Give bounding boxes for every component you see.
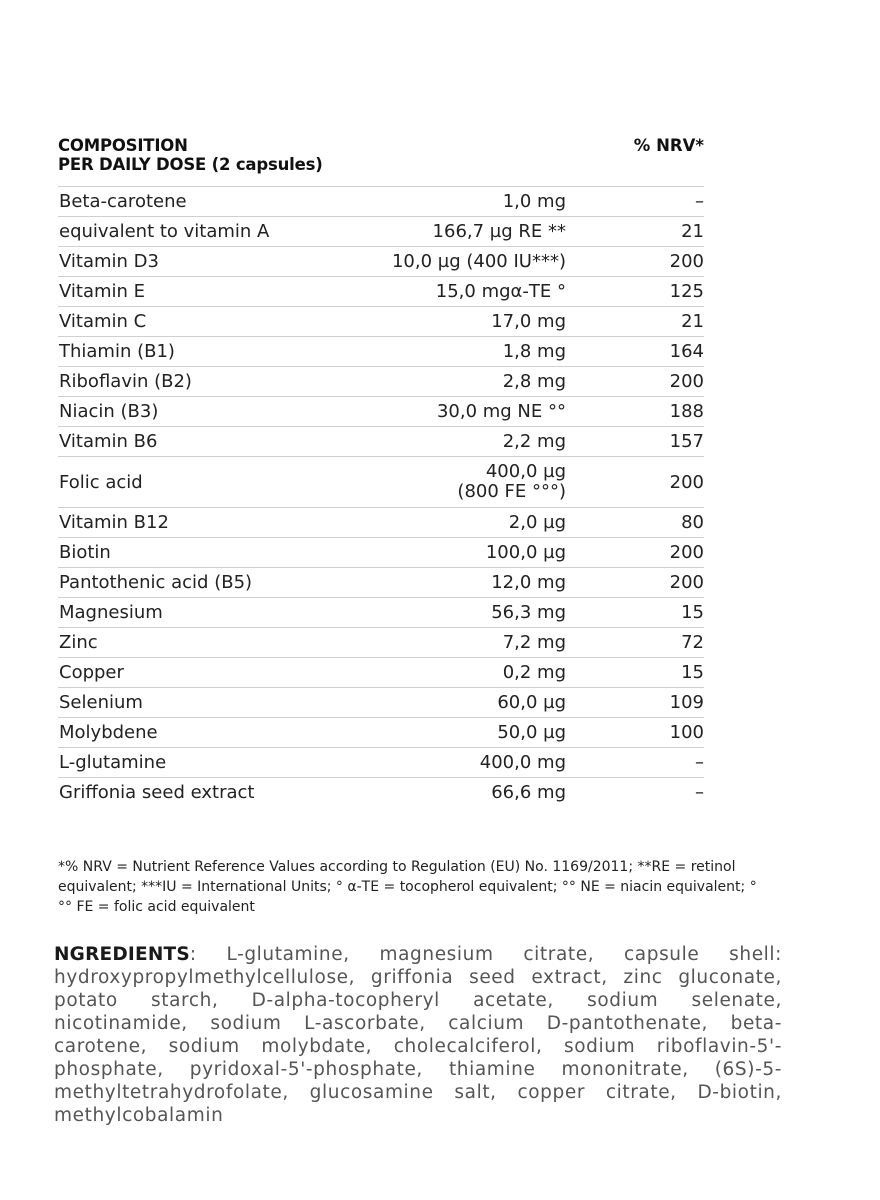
nutrient-name: Vitamin D3 <box>59 251 159 272</box>
table-row <box>58 457 704 508</box>
nutrient-amount: 100,0 µg <box>485 541 566 563</box>
nutrient-name: Selenium <box>59 692 143 713</box>
table-row <box>58 217 704 247</box>
table-row <box>58 778 704 807</box>
nutrient-name: Beta-carotene <box>59 191 187 212</box>
nutrient-nrv: – <box>695 782 704 803</box>
title-line-1: COMPOSITION <box>58 136 188 155</box>
title-line-2: PER DAILY DOSE (2 capsules) <box>58 155 323 174</box>
table-row <box>58 247 704 277</box>
nutrient-nrv: – <box>695 752 704 773</box>
table-row <box>58 628 704 658</box>
nutrient-name: L-glutamine <box>59 752 167 773</box>
nutrient-amount: 12,0 mg <box>491 571 566 593</box>
table-row <box>58 568 704 598</box>
nutrient-amount: 166,7 µg RE ** <box>432 220 566 242</box>
table-row <box>58 688 704 718</box>
nutrient-amount: 30,0 mg NE °° <box>436 400 566 422</box>
nutrient-nrv: 200 <box>669 371 704 392</box>
table-row <box>58 718 704 748</box>
nutrient-amount: 56,3 mg <box>491 601 566 623</box>
table-row <box>58 367 704 397</box>
nutrient-name: Biotin <box>59 542 111 563</box>
table-row <box>58 397 704 427</box>
nutrient-amount: 15,0 mgα-TE ° <box>435 280 566 302</box>
nutrient-amount: 1,0 mg <box>502 190 566 212</box>
nutrient-nrv: 200 <box>669 542 704 563</box>
nutrient-amount: 0,2 mg <box>502 661 566 683</box>
composition-table <box>58 136 704 807</box>
ingredients-label: NGREDIENTS <box>54 944 190 965</box>
nutrient-nrv: 188 <box>669 401 704 422</box>
nutrient-nrv: 80 <box>681 512 704 533</box>
nutrient-nrv: 72 <box>681 632 704 653</box>
nutrient-amount: 2,8 mg <box>502 370 566 392</box>
nutrient-amount-line-1: 400,0 µg <box>485 461 566 482</box>
table-header <box>58 136 704 187</box>
nutrient-name: equivalent to vitamin A <box>59 221 270 242</box>
table-row <box>58 427 704 457</box>
table-row <box>58 748 704 778</box>
nutrient-amount: 66,6 mg <box>491 781 566 803</box>
nutrient-amount: 10,0 µg (400 IU***) <box>391 250 566 272</box>
table-row <box>58 538 704 568</box>
nutrient-nrv: 21 <box>681 311 704 332</box>
nutrient-amount: 2,2 mg <box>502 430 566 452</box>
nutrient-amount: 1,8 mg <box>502 340 566 362</box>
nutrient-nrv: 200 <box>669 251 704 272</box>
nutrient-name: Vitamin E <box>59 281 146 302</box>
nutrient-name: Thiamin (B1) <box>59 341 175 362</box>
table-row <box>58 187 704 217</box>
ingredients-paragraph <box>54 943 782 1127</box>
table-row <box>58 508 704 538</box>
nutrient-nrv: 15 <box>681 602 704 623</box>
table-row <box>58 337 704 367</box>
nutrient-name: Vitamin B6 <box>59 431 158 452</box>
nutrient-amount-line-2: (800 FE °°°) <box>457 481 566 502</box>
nutrient-name: Molybdene <box>59 722 158 743</box>
nutrient-name: Copper <box>59 662 124 683</box>
nutrient-name: Vitamin C <box>59 311 147 332</box>
nutrient-amount: 400,0 mg <box>479 751 566 773</box>
nutrient-name: Niacin (B3) <box>59 401 159 422</box>
table-title <box>58 136 323 174</box>
nutrient-nrv: 164 <box>669 341 704 362</box>
table-row <box>58 658 704 688</box>
nutrient-nrv: – <box>695 191 704 212</box>
nutrient-nrv: 15 <box>681 662 704 683</box>
nrv-footnote: *% NRV = Nutrient Reference Values according to Regulation (EU) No. 1169/2011; **RE = retinol equivalent; ***IU = International Units; ° α-TE = tocopherol equivalent; °° NE = niacin equivalent; °°° FE = folic acid equivalent <box>58 859 757 915</box>
nutrient-name: Folic acid <box>59 471 143 493</box>
ingredients-text: : L-glutamine, magnesium citrate, capsule shell: hydroxypropylmethylcellulose, griffonia seed extract, zinc gluconate, potato starch, D-alpha-tocopheryl acetate, sodium selenate, nicotinamide, sodium L-ascorbate, calcium D-pantothenate, beta-carotene, sodium molybdate, cholecalciferol, sodium riboflavin-5'-phosphate, pyridoxal-5'-phosphate, thiamine mononitrate, (6S)-5-methyltetrahydrofolate, glucosamine salt, copper citrate, D-biotin, methylcobalamin <box>54 944 782 1126</box>
nutrient-nrv: 100 <box>669 722 704 743</box>
table-row <box>58 277 704 307</box>
nutrient-name: Riboflavin (B2) <box>59 371 192 392</box>
nutrient-amount <box>389 462 566 502</box>
nutrient-name: Vitamin B12 <box>59 512 169 533</box>
nutrient-nrv: 200 <box>669 572 704 593</box>
nutrient-nrv: 157 <box>669 431 704 452</box>
nutrient-amount: 7,2 mg <box>502 631 566 653</box>
nutrient-nrv: 200 <box>669 471 704 493</box>
nutrient-name: Magnesium <box>59 602 163 623</box>
nutrient-amount: 50,0 µg <box>497 721 566 743</box>
nutrient-amount: 2,0 µg <box>508 511 566 533</box>
table-row <box>58 598 704 628</box>
nutrient-name: Pantothenic acid (B5) <box>59 572 253 593</box>
nutrient-nrv: 109 <box>669 692 704 713</box>
nutrient-amount: 17,0 mg <box>491 310 566 332</box>
nutrient-nrv: 21 <box>681 221 704 242</box>
nutrient-amount: 60,0 µg <box>497 691 566 713</box>
table-row <box>58 307 704 337</box>
nutrient-name: Zinc <box>59 632 98 653</box>
nutrient-nrv: 125 <box>669 281 704 302</box>
nrv-column-header: % NRV* <box>633 136 704 155</box>
nutrient-name: Griffonia seed extract <box>59 782 255 803</box>
